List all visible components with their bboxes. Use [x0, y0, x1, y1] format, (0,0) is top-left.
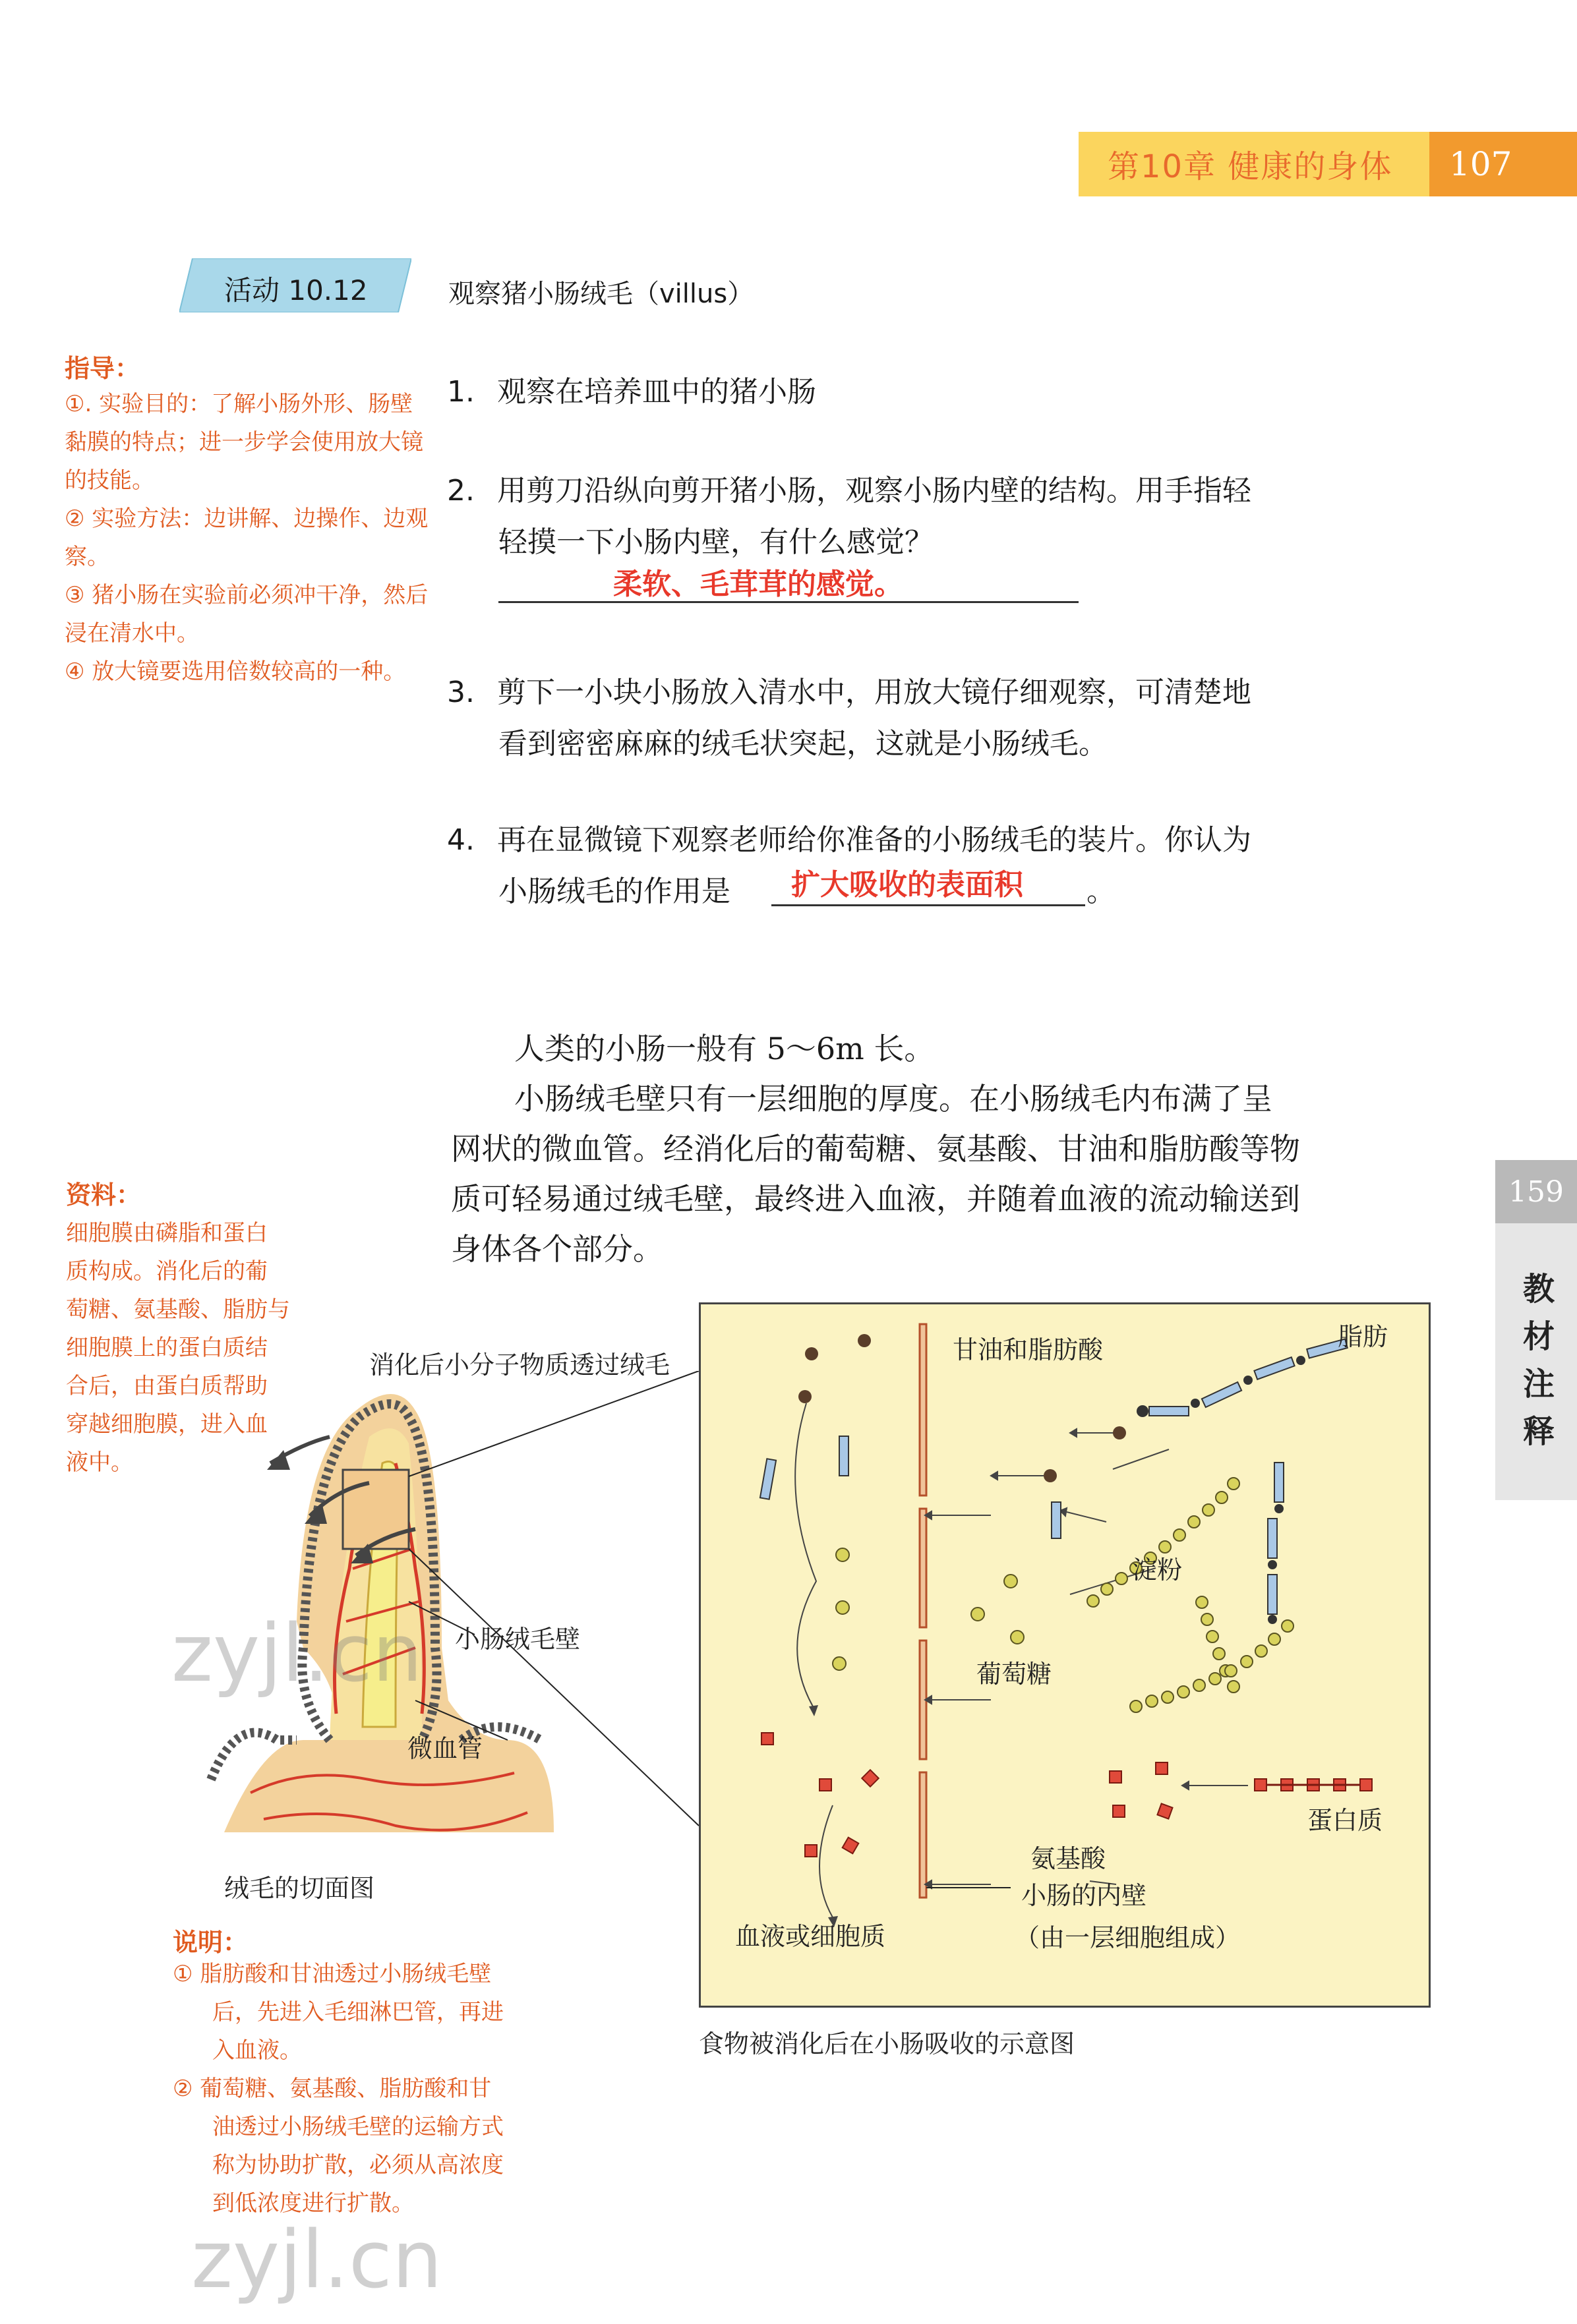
- villus-caption: 绒毛的切面图: [224, 1874, 375, 1903]
- resource-line: 细胞膜上的蛋白质结: [66, 1335, 268, 1361]
- note-line: ② 葡萄糖、氨基酸、脂肪酸和甘: [173, 2076, 492, 2102]
- guide-item: ③ 猪小肠在实验前必须冲干净，然后浸在清水中。: [65, 582, 429, 647]
- margin-page-number: 159: [1495, 1160, 1577, 1223]
- step-text: 剪下一小块小肠放入清水中，用放大镜仔细观察，可清楚地: [496, 676, 1251, 709]
- protein-label: 蛋白质: [1307, 1806, 1383, 1835]
- blood-label: 血液或细胞质: [735, 1922, 886, 1951]
- activity-badge-label: 活动 10.12: [224, 274, 368, 306]
- note-line: 到低浓度进行扩散。: [212, 2190, 414, 2217]
- starch-label: 淀粉: [1132, 1555, 1183, 1584]
- note-line: 入血液。: [212, 2037, 302, 2064]
- body-paragraph-2-line2: 网状的微血管。经消化后的葡萄糖、氨基酸、甘油和脂肪酸等物: [451, 1131, 1300, 1167]
- villus-top-label: 消化后小分子物质透过绒毛: [369, 1351, 670, 1380]
- note-heading: 说明：: [173, 1928, 249, 1957]
- step-3-line2: 看到密密麻麻的绒毛状突起，这就是小肠绒毛。: [498, 727, 1108, 761]
- guide-item: ④ 放大镜要选用倍数较高的一种。: [65, 658, 406, 685]
- page-number: 107: [1429, 132, 1577, 196]
- absorption-caption: 食物被消化后在小肠吸收的示意图: [699, 2029, 1075, 2058]
- step-4-end: 。: [1086, 875, 1116, 908]
- note-line: ① 脂肪酸和甘油透过小肠绒毛壁: [173, 1961, 492, 1987]
- absorption-diagram: [699, 1302, 1431, 2008]
- body-paragraph-2-line4: 身体各个部分。: [451, 1231, 663, 1267]
- answer-line: [771, 904, 1085, 906]
- capillary-label: 微血管: [407, 1734, 483, 1763]
- step-number: 2.: [447, 474, 475, 508]
- resource-line: 质构成。消化后的葡: [66, 1258, 268, 1285]
- note-line: 油透过小肠绒毛壁的运输方式: [212, 2114, 504, 2140]
- resource-line: 萄糖、氨基酸、脂肪与: [66, 1296, 290, 1323]
- guide-item: ② 实验方法：边讲解、边操作、边观察。: [65, 506, 429, 570]
- step-1: [447, 366, 1370, 418]
- amino-acid-label: 氨基酸: [1030, 1844, 1106, 1873]
- glycerol-fatty-acid-label: 甘油和脂肪酸: [953, 1335, 1104, 1364]
- note-line: 后，先进入毛细淋巴管，再进: [212, 1999, 504, 2025]
- step-number: 3.: [447, 676, 475, 709]
- activity-title: 观察猪小肠绒毛（villus）: [448, 279, 754, 309]
- resource-heading: 资料：: [66, 1180, 142, 1209]
- step-number: 4.: [447, 823, 475, 857]
- watermark: zyjl.cn: [191, 2215, 442, 2306]
- note-item: [173, 1955, 568, 2222]
- step-3: [447, 667, 1370, 718]
- answer-feeling: 柔软、毛茸茸的感觉。: [613, 567, 903, 601]
- resource-line: 穿越细胞膜，进入血: [66, 1411, 268, 1438]
- intestine-wall-label: 小肠的内壁: [1021, 1881, 1147, 1910]
- body-paragraph-2-line3: 质可轻易通过绒毛壁，最终进入血液，并随着血液的流动输送到: [451, 1181, 1300, 1217]
- resource-line: 细胞膜由磷脂和蛋白: [66, 1220, 268, 1246]
- resource-line: 合后，由蛋白质帮助: [66, 1373, 268, 1399]
- step-text: 再在显微镜下观察老师给你准备的小肠绒毛的装片。你认为: [496, 823, 1251, 857]
- step-4-line2: 小肠绒毛的作用是: [498, 875, 730, 908]
- margin-tab-label: 教材注释: [1523, 1271, 1555, 1450]
- step-number: 1.: [447, 375, 475, 409]
- step-2-line2: 轻摸一下小肠内壁，有什么感觉？: [498, 525, 934, 559]
- step-4: [447, 815, 1370, 866]
- intestine-wall-sublabel: （由一层细胞组成）: [1015, 1923, 1241, 1952]
- glucose-label: 葡萄糖: [976, 1660, 1052, 1689]
- step-text: 用剪刀沿纵向剪开猪小肠，观察小肠内壁的结构。用手指轻: [496, 474, 1251, 508]
- watermark: zyjl.cn: [171, 1608, 423, 1700]
- villus-wall-label: 小肠绒毛壁: [455, 1625, 581, 1654]
- step-2: [447, 465, 1370, 517]
- body-paragraph-2-line1: 小肠绒毛壁只有一层细胞的厚度。在小肠绒毛内布满了呈: [514, 1081, 1272, 1117]
- note-line: 称为协助扩散，必须从高浓度: [212, 2152, 504, 2178]
- resource-line: 液中。: [66, 1449, 133, 1476]
- guide-item: ①. 实验目的：了解小肠外形、肠壁黏膜的特点；进一步学会使用放大镜的技能。: [65, 391, 423, 494]
- body-paragraph-1: 人类的小肠一般有 5～6m 长。: [514, 1031, 935, 1066]
- answer-line: [498, 601, 1079, 603]
- guide-heading: 指导：: [65, 354, 140, 383]
- answer-function: 扩大吸收的表面积: [791, 868, 1023, 902]
- step-text: 观察在培养皿中的猪小肠: [496, 375, 816, 409]
- fat-label: 脂肪: [1338, 1322, 1388, 1351]
- chapter-title: 第10章 健康的身体: [1108, 148, 1393, 185]
